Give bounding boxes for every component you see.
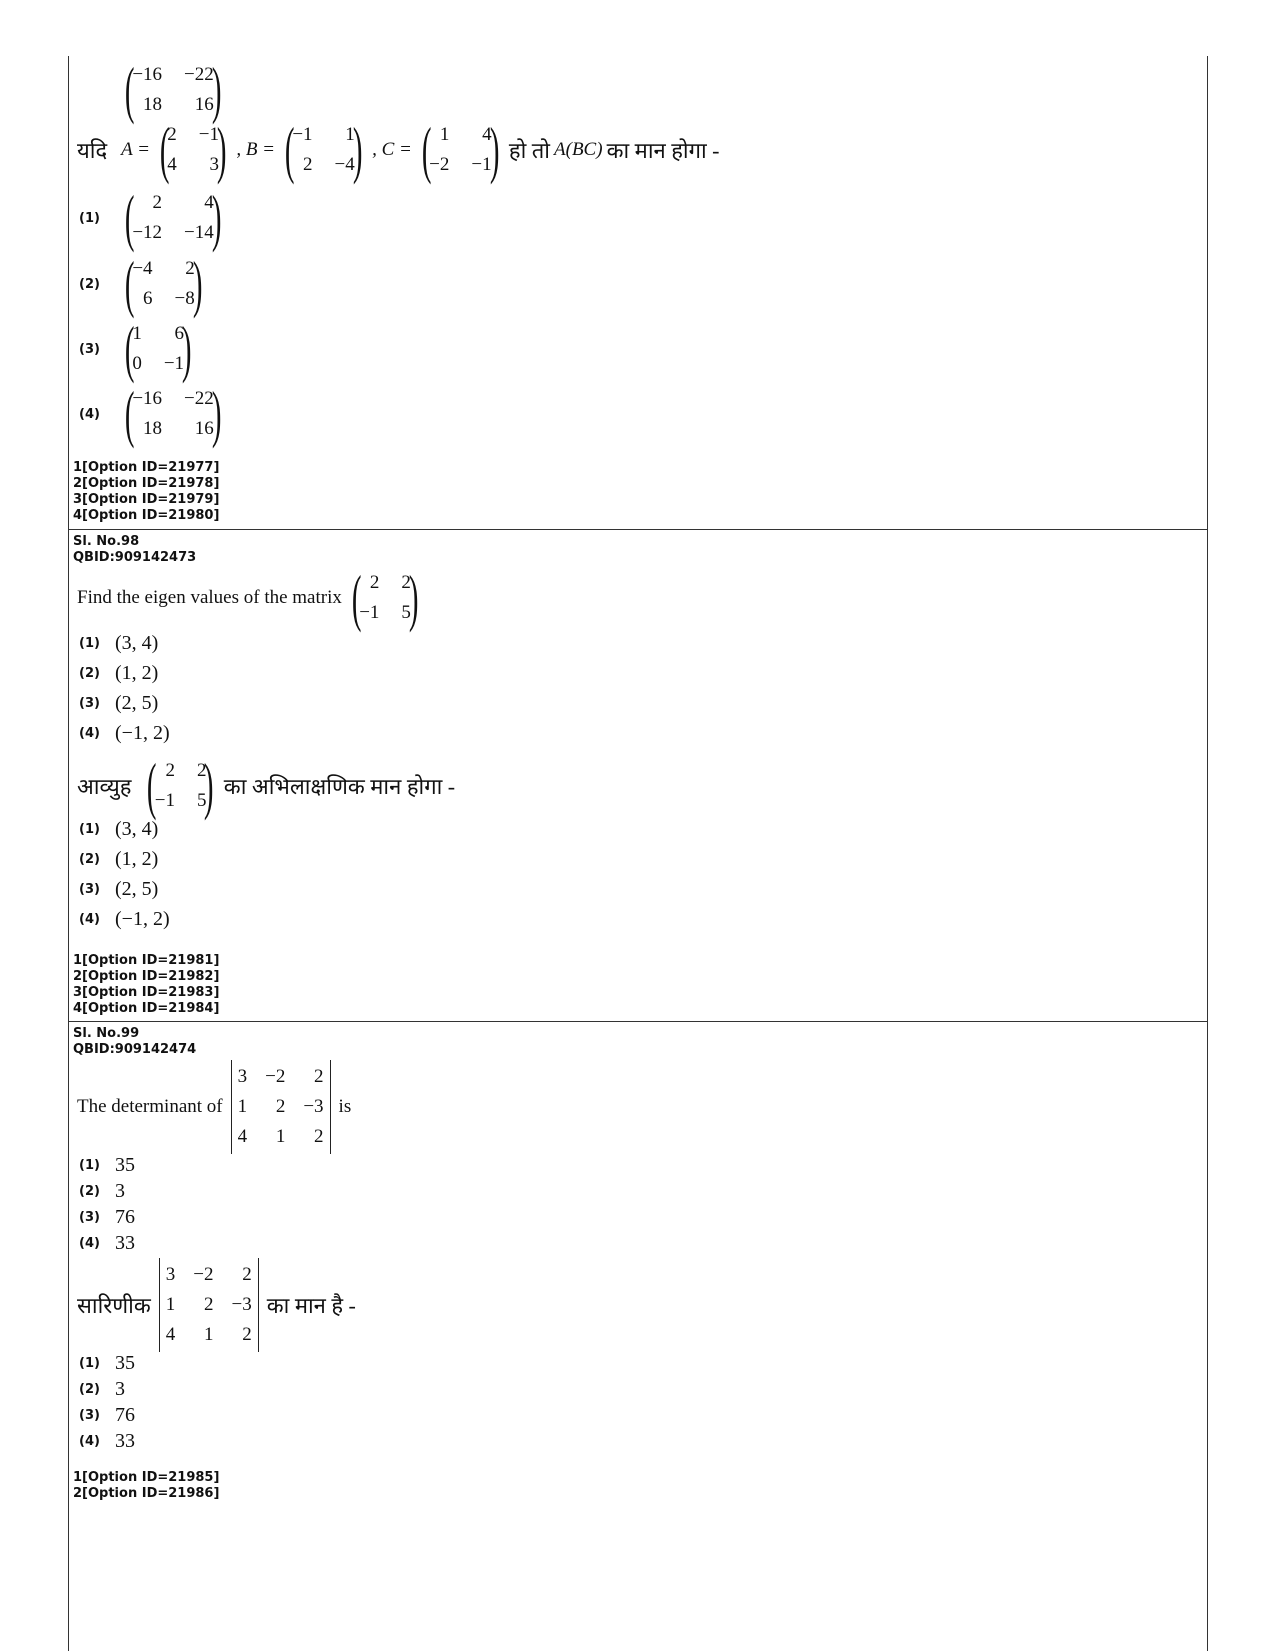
q97-prev-option-matrix — [79, 54, 231, 125]
q98-hi-option-3[interactable]: (3) (2, 5) — [79, 878, 159, 900]
option-id: 1[Option ID=21985] — [73, 1470, 220, 1485]
q98-hi-option-4[interactable]: (4) (−1, 2) — [79, 908, 170, 930]
question-paper-frame — [68, 56, 1208, 1651]
q99-en-option-2[interactable]: (2) 3 — [79, 1180, 125, 1202]
option-id: 2[Option ID=21986] — [73, 1486, 220, 1501]
question-divider — [69, 529, 1207, 530]
q98-en-option-4[interactable]: (4) (−1, 2) — [79, 722, 170, 744]
q97-option-3[interactable]: (3) ( 1 6 0 −1 ) — [79, 317, 201, 381]
q98-header — [73, 534, 196, 566]
option-id: 1[Option ID=21977] — [73, 460, 220, 475]
q99-english-question: The determinant of 3 −2 2 1 2 −3 4 1 2 is — [77, 1060, 351, 1154]
option-id: 2[Option ID=21978] — [73, 476, 220, 491]
matrix: ( 2 2 −1 5 ) — [147, 750, 214, 821]
qbid: QBID:909142474 — [73, 1042, 197, 1057]
q99-hi-option-1[interactable]: (1) 35 — [79, 1352, 135, 1374]
option-id-list — [73, 460, 219, 524]
q98-hi-option-1[interactable]: (1) (3, 4) — [79, 818, 159, 840]
q98-en-option-2[interactable]: (2) (1, 2) — [79, 662, 159, 684]
matrix-a: ( 2 −1 4 3 ) — [159, 114, 227, 185]
option-id: 4[Option ID=21980] — [73, 508, 220, 523]
q98-hi-option-2[interactable]: (2) (1, 2) — [79, 848, 159, 870]
option-id-list — [73, 953, 219, 1017]
serial-number: Sl. No.99 — [73, 1026, 140, 1041]
option-id: 3[Option ID=21979] — [73, 492, 220, 507]
option-id: 3[Option ID=21983] — [73, 985, 220, 1000]
option-id: 1[Option ID=21981] — [73, 953, 220, 968]
q98-english-question: Find the eigen values of the matrix ( 2 2 −1 5 ) — [77, 566, 428, 630]
q99-en-option-1[interactable]: (1) 35 — [79, 1154, 135, 1176]
q97-option-1[interactable]: (1) ( 2 4 −12 −14 ) — [79, 186, 231, 250]
q99-hindi-question: सारिणीक 3 −2 2 1 2 −3 4 1 2 का मान है - — [77, 1258, 356, 1352]
q98-hindi-question: आव्युह ( 2 2 −1 5 ) का अभिलाक्षणिक मान होगा - — [77, 750, 456, 821]
matrix: ( 2 2 −1 5 ) — [351, 562, 419, 633]
matrix: ( 2 4 −12 −14 ) — [124, 182, 222, 253]
q99-hi-option-3[interactable]: (3) 76 — [79, 1404, 135, 1426]
q99-hi-option-4[interactable]: (4) 33 — [79, 1430, 135, 1452]
q99-hi-option-2[interactable]: (2) 3 — [79, 1378, 125, 1400]
q99-header — [73, 1026, 196, 1058]
q97-option-2[interactable]: (2) ( −4 2 6 −8 ) — [79, 252, 212, 316]
hindi-prefix: यदि — [77, 138, 108, 163]
matrix: ( −16 −22 18 16 ) — [124, 54, 222, 125]
q97-hindi-question: यदि A = ( 2 −1 4 3 ) , B = ( −1 1 2 −4 ) , C = ( 1 4 −2 −1 ) हो तो A(BC) का मान होगा - — [77, 114, 720, 185]
serial-number: Sl. No.98 — [73, 534, 140, 549]
matrix-c: ( 1 4 −2 −1 ) — [421, 114, 500, 185]
q98-en-option-1[interactable]: (1) (3, 4) — [79, 632, 159, 654]
qbid: QBID:909142473 — [73, 550, 197, 565]
determinant: 3 −2 2 1 2 −3 4 1 2 — [159, 1258, 259, 1352]
matrix: ( −16 −22 18 16 ) — [124, 378, 222, 449]
matrix: ( 1 6 0 −1 ) — [124, 313, 192, 384]
option-id-list — [73, 1470, 219, 1502]
q99-en-option-4[interactable]: (4) 33 — [79, 1232, 135, 1254]
matrix: ( −4 2 6 −8 ) — [124, 248, 203, 319]
option-id: 2[Option ID=21982] — [73, 969, 220, 984]
matrix-b: ( −1 1 2 −4 ) — [284, 114, 363, 185]
q98-en-option-3[interactable]: (3) (2, 5) — [79, 692, 159, 714]
question-divider — [69, 1021, 1207, 1022]
q99-en-option-3[interactable]: (3) 76 — [79, 1206, 135, 1228]
q97-option-4[interactable]: (4) ( −16 −22 18 16 ) — [79, 382, 231, 446]
determinant: 3 −2 2 1 2 −3 4 1 2 — [231, 1060, 331, 1154]
option-id: 4[Option ID=21984] — [73, 1001, 220, 1016]
